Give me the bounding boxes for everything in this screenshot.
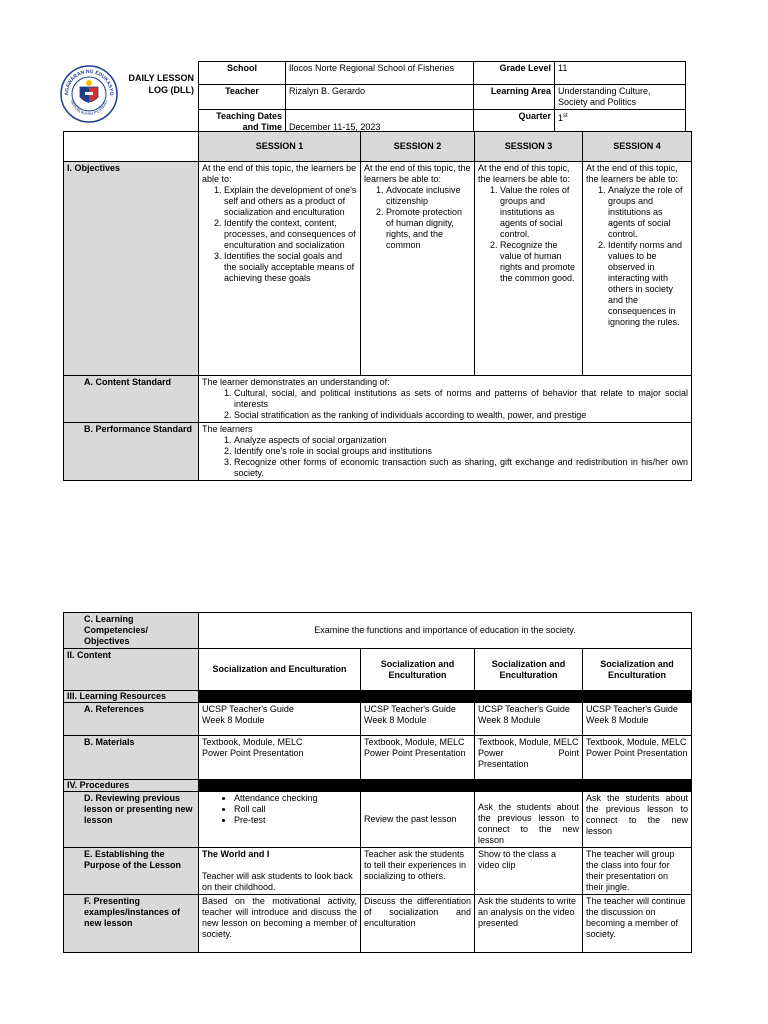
teaching-dates-value: December 11-15, 2023	[286, 110, 474, 135]
objectives-s2-item: 2. Promote protection of human dignity, rights, and the common	[386, 207, 471, 251]
material-line: Textbook, Module, MELC	[478, 737, 579, 747]
objectives-s3-intro: At the end of this topic, the learners be able to:	[478, 163, 571, 184]
objectives-s4-item: 1. Analyze the role of groups and institutions as agents of social control.	[608, 185, 688, 240]
performance-standard-item: 2. Identify one's role in social groups and institutions	[234, 446, 688, 457]
quarter-suffix: st	[563, 113, 568, 119]
references-session-3	[475, 703, 583, 736]
material-line: Power Point Presentation	[202, 748, 304, 758]
reference-line: UCSP Teacher's Guide	[586, 704, 678, 714]
document-title-line-1: DAILY LESSON	[128, 73, 194, 83]
content-standard-item: 2. Social stratification as the ranking of individuals according to wealth, power, and prestige	[234, 410, 688, 421]
establishing-session-3: Show to the class a video clip	[475, 848, 583, 895]
objectives-s2-item: 1. Advocate inclusive citizenship	[386, 185, 471, 207]
objectives-session-2	[361, 162, 475, 376]
reference-line: UCSP Teacher's Guide	[202, 704, 294, 714]
reviewing-item: • Roll call	[234, 804, 357, 815]
learning-area-value: Understanding Culture, Society and Politics	[555, 85, 686, 110]
material-line: Power Point Presentation	[586, 748, 688, 758]
presenting-session-1: Based on the motivational activity, teacher will introduce and discuss the new lesson on becoming a member of society.	[199, 895, 361, 953]
objectives-s1-item: 1. Explain the development of one's self and others as a product of socialization and enculturation	[224, 185, 357, 218]
reviewing-session-3: Ask the students about the previous lesson to connect to the new lesson	[475, 792, 583, 848]
content-session-4: Socialization and Enculturation	[583, 649, 692, 691]
material-line: Textbook, Module, MELC	[586, 737, 687, 747]
objectives-s1-intro: At the end of this topic, the learners be able to:	[202, 163, 357, 184]
learning-area-label: Learning Area	[474, 85, 555, 110]
objectives-s3-item: 1. Value the roles of groups and institutions as agents of social control.	[500, 185, 579, 240]
references-session-2	[361, 703, 475, 736]
reviewing-item: • Pre-test	[234, 815, 357, 826]
reference-line: Week 8 Module	[478, 715, 541, 725]
content-standard-text	[199, 376, 692, 423]
performance-standard-text	[199, 423, 692, 481]
logo-top-text: AGAWARAN NG EDUKASYO	[63, 68, 115, 96]
session-2-header: SESSION 2	[361, 132, 475, 162]
reviewing-session-4: Ask the students about the previous lesson to connect to the new lesson	[583, 792, 692, 848]
presenting-session-3: Ask the students to write an analysis on the video presented	[475, 895, 583, 953]
content-standard-label: A. Content Standard	[64, 376, 199, 423]
reference-line: Week 8 Module	[202, 715, 265, 725]
materials-session-1	[199, 736, 361, 780]
establishing-session-4: The teacher will group the class into four for their presentation on their jingle.	[583, 848, 692, 895]
objectives-s2-intro: At the end of this topic, the learners be able to:	[364, 163, 471, 184]
teacher-label: Teacher	[199, 85, 286, 110]
reference-line: UCSP Teacher's Guide	[364, 704, 456, 714]
teacher-value: Rizalyn B. Gerardo	[286, 85, 474, 110]
quarter-number: 1	[558, 113, 564, 123]
materials-session-4	[583, 736, 692, 780]
content-session-1: Socialization and Enculturation	[199, 649, 361, 691]
content-standard-intro: The learner demonstrates an understanding of:	[202, 377, 390, 387]
performance-standard-intro: The learners	[202, 424, 253, 434]
reference-line: Week 8 Module	[364, 715, 427, 725]
content-session-3: Socialization and Enculturation	[475, 649, 583, 691]
document-title	[118, 72, 194, 96]
performance-standard-item: 3. Recognize other forms of economic transaction such as sharing, gift exchange and redistribution in his/her own society.	[234, 457, 688, 479]
performance-standard-item: 1. Analyze aspects of social organization	[234, 435, 688, 446]
objectives-label: I. Objectives	[64, 162, 199, 376]
objectives-s1-item: 2. Identify the context, content, processes, and consequences of enculturation and socialization	[224, 218, 357, 251]
learning-resources-bar	[199, 691, 692, 703]
materials-session-2	[361, 736, 475, 780]
session-1-header: SESSION 1	[199, 132, 361, 162]
references-session-4	[583, 703, 692, 736]
competencies-label: C. Learning Competencies/ Objectives	[64, 613, 199, 649]
content-session-2: Socialization and Enculturation	[361, 649, 475, 691]
objectives-session-1	[199, 162, 361, 376]
learning-resources-label: III. Learning Resources	[64, 691, 199, 703]
presenting-session-4: The teacher will continue the discussion on becoming a member of society.	[583, 895, 692, 953]
deped-seal-logo	[60, 65, 118, 123]
grade-level-value: 11	[555, 62, 686, 85]
objectives-session-4	[583, 162, 692, 376]
performance-standard-label: B. Performance Standard	[64, 423, 199, 481]
session-4-header: SESSION 4	[583, 132, 692, 162]
materials-label: B. Materials	[64, 736, 199, 780]
presenting-label: F. Presenting examples/instances of new lesson	[64, 895, 199, 953]
reviewing-label: D. Reviewing previous lesson or presenting new lesson	[64, 792, 199, 848]
materials-session-3	[475, 736, 583, 780]
reviewing-item: • Attendance checking	[234, 793, 357, 804]
establishing-label: E. Establishing the Purpose of the Lesson	[64, 848, 199, 895]
reviewing-session-2: Review the past lesson	[361, 792, 475, 848]
objectives-s1-item: 3. Identifies the social goals and the socially acceptable means of achieving these goals	[224, 251, 357, 284]
logo-bottom-text: REPUBLIKA NG PILIPINAS	[69, 99, 109, 116]
procedures-table	[63, 612, 692, 953]
material-line: Textbook, Module, MELC	[364, 737, 465, 747]
procedures-label: IV. Procedures	[64, 780, 199, 792]
header-info-table	[198, 61, 686, 135]
presenting-session-2: Discuss the differentiation of socialization and enculturation	[361, 895, 475, 953]
material-line: Power Point Presentation	[478, 748, 579, 769]
establishing-s1-title: The World and I	[202, 849, 270, 859]
objectives-s4-intro: At the end of this topic, the learners be able to:	[586, 163, 679, 184]
material-line: Textbook, Module, MELC	[202, 737, 303, 747]
objectives-session-3	[475, 162, 583, 376]
content-standard-item: 1. Cultural, social, and political institutions as sets of norms and patterns of behavior that relate to major social interests	[234, 388, 688, 410]
procedures-bar	[199, 780, 692, 792]
teaching-dates-label: Teaching Dates and Time	[199, 110, 286, 135]
reference-line: UCSP Teacher's Guide	[478, 704, 570, 714]
references-session-1	[199, 703, 361, 736]
establishing-s1-text: Teacher will ask students to look back on their childhood.	[202, 871, 353, 892]
school-label: School	[199, 62, 286, 85]
competencies-text: Examine the functions and importance of education in the society.	[199, 613, 692, 649]
objectives-table	[63, 131, 692, 481]
establishing-session-1	[199, 848, 361, 895]
material-line: Power Point Presentation	[364, 748, 466, 758]
school-value: Ilocos Norte Regional School of Fisheries	[286, 62, 474, 85]
establishing-session-2: Teacher ask the students to tell their experiences in socializing to others.	[361, 848, 475, 895]
objectives-s3-item: 2. Recognize the value of human rights and promote the common good.	[500, 240, 579, 284]
reviewing-session-1	[199, 792, 361, 848]
references-label: A. References	[64, 703, 199, 736]
session-3-header: SESSION 3	[475, 132, 583, 162]
content-label: II. Content	[64, 649, 199, 691]
objectives-s4-item: 2. Identify norms and values to be observed in interacting with others in society and the consequences in ignoring the rules.	[608, 240, 688, 328]
quarter-label: Quarter	[474, 110, 555, 135]
grade-level-label: Grade Level	[474, 62, 555, 85]
document-title-line-2: LOG (DLL)	[148, 85, 194, 95]
reference-line: Week 8 Module	[586, 715, 649, 725]
